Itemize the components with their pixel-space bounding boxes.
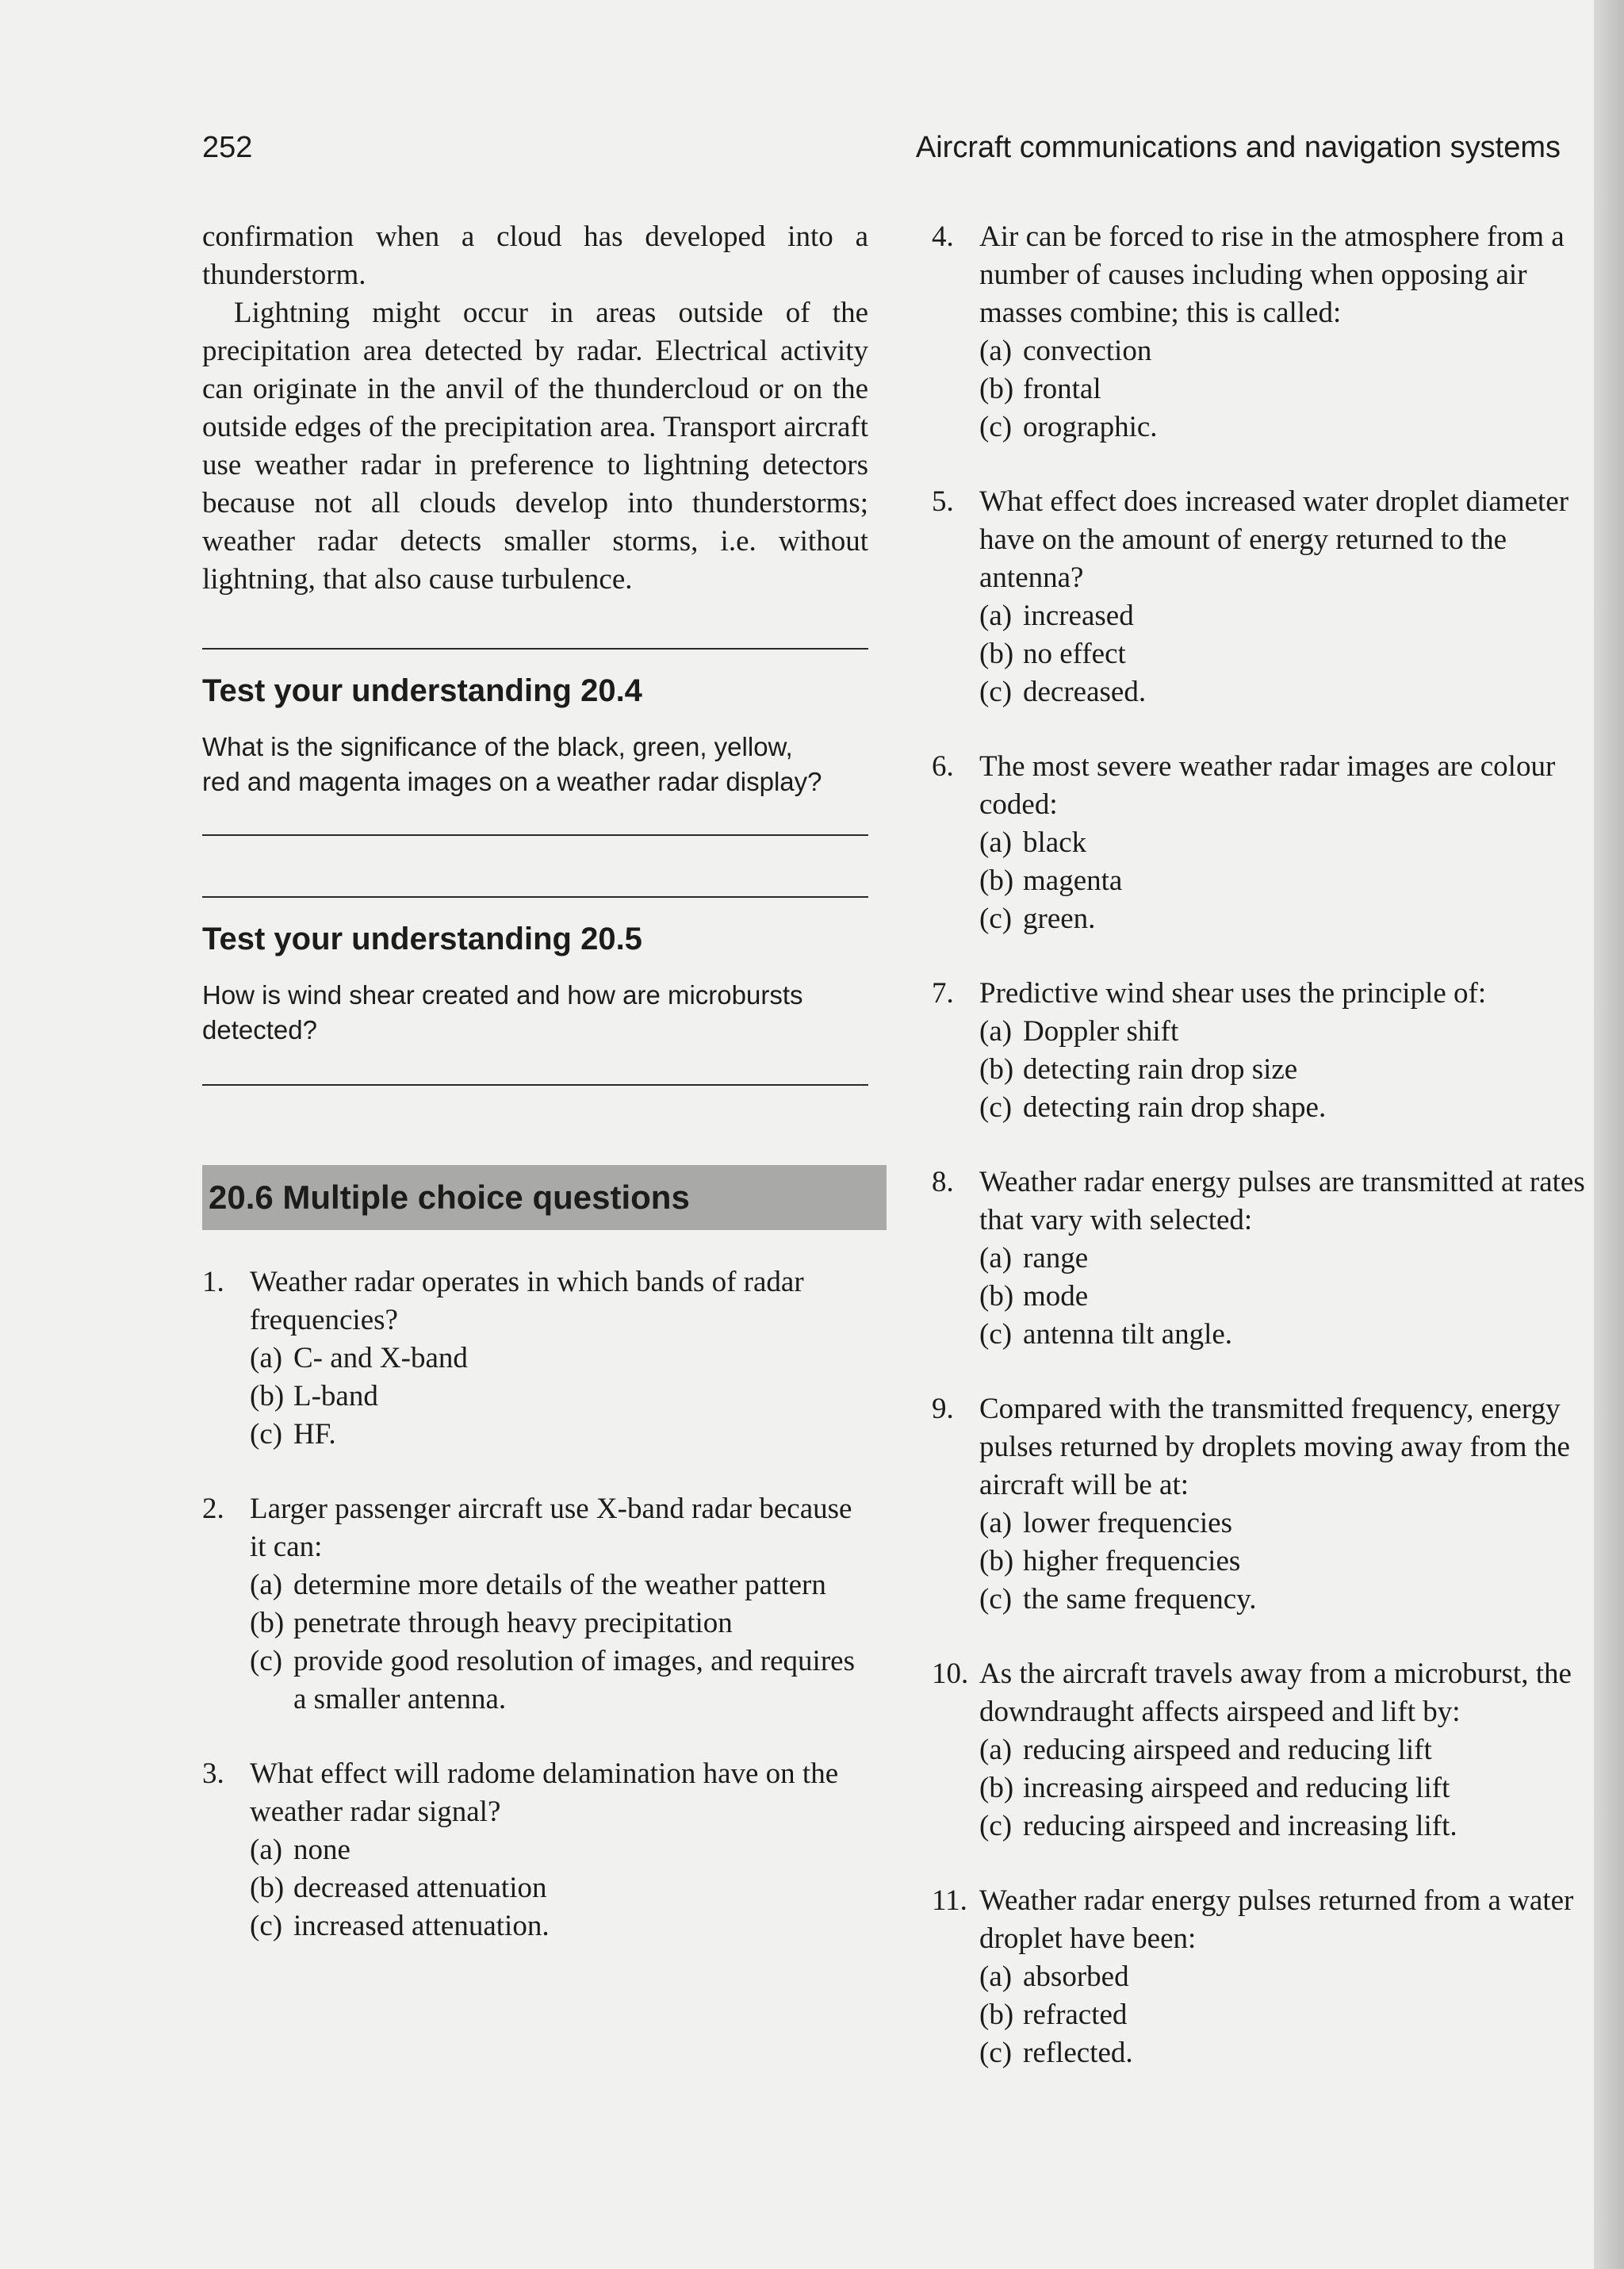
question-1 (202, 1263, 868, 1454)
option-letter: (c) (250, 1645, 283, 1677)
option-text: mode (1023, 1280, 1089, 1313)
option-letter: (c) (250, 1418, 283, 1451)
question-number: 5. (932, 485, 954, 518)
option-text: green. (1023, 903, 1096, 935)
option-text: convection (1023, 335, 1152, 367)
option-text: L-band (293, 1380, 378, 1412)
page-number: 252 (202, 131, 253, 164)
option-text: reflected. (1023, 2037, 1133, 2069)
question-7 (932, 975, 1598, 1127)
question-number: 3. (202, 1757, 224, 1790)
option-letter: (c) (979, 1318, 1013, 1351)
question-number: 2. (202, 1493, 224, 1525)
option-letter: (c) (979, 676, 1013, 708)
option-text: black (1023, 826, 1087, 859)
option-text: provide good resolution of images, and requires a smaller antenna. (293, 1645, 855, 1715)
tyu-20-5-title: Test your understanding 20.5 (202, 922, 642, 956)
intro-paragraph: confirmation when a cloud has developed into a thunderstorm. (202, 220, 868, 291)
option-text: frontal (1023, 373, 1101, 405)
option-letter: (a) (979, 1242, 1013, 1274)
divider (202, 896, 868, 898)
option-text: range (1023, 1242, 1089, 1274)
option-text: Doppler shift (1023, 1015, 1179, 1048)
option-letter: (a) (979, 1015, 1013, 1048)
option-text: reducing airspeed and reducing lift (1023, 1734, 1432, 1766)
option-text: magenta (1023, 864, 1123, 897)
divider (202, 1084, 868, 1086)
tyu-20-5-body: How is wind shear created and how are microbursts detected? (202, 980, 803, 1044)
question-text: Weather radar energy pulses are transmitted at rates that vary with selected: (979, 1166, 1585, 1236)
divider (202, 648, 868, 650)
question-8 (932, 1163, 1598, 1354)
option-letter: (b) (979, 1999, 1014, 2031)
lightning-paragraph: Lightning might occur in areas outside of the precipitation area detected by radar. Electrical activity can originate in the anvil of the thundercloud or on the outside edges of the precipitation area. Transport aircraft use weather radar in preference to lightning detectors because not all clouds develop into thunderstorms; weather radar detects smaller storms, i.e. without lightning, that also cause turbulence. (202, 297, 868, 596)
option-letter: (a) (979, 600, 1013, 632)
right-column (932, 218, 1598, 2072)
option-text: orographic. (1023, 411, 1158, 443)
page-edge-shadow (1594, 0, 1624, 2269)
option-text: decreased. (1023, 676, 1147, 708)
option-letter: (a) (250, 1569, 283, 1601)
option-letter: (b) (979, 1053, 1014, 1086)
tyu-20-4-title: Test your understanding 20.4 (202, 673, 642, 708)
question-text: Compared with the transmitted frequency, energy pulses returned by droplets moving away from the aircraft will be at: (979, 1393, 1570, 1501)
running-title: Aircraft communications and navigation systems (915, 131, 1561, 164)
question-text: The most severe weather radar images are colour coded: (979, 750, 1556, 821)
option-letter: (b) (250, 1380, 285, 1412)
option-letter: (c) (250, 1910, 283, 1942)
tyu-20-4-body: What is the significance of the black, green, yellow, red and magenta images on a weather radar display? (202, 732, 822, 796)
option-text: HF. (293, 1418, 336, 1451)
option-letter: (c) (979, 1091, 1013, 1124)
question-text: Weather radar operates in which bands of radar frequencies? (250, 1266, 804, 1336)
option-text: lower frequencies (1023, 1507, 1233, 1539)
option-text: increased (1023, 600, 1134, 632)
option-letter: (c) (979, 1810, 1013, 1842)
option-text: increasing airspeed and reducing lift (1023, 1772, 1450, 1804)
option-text: determine more details of the weather pattern (293, 1569, 826, 1601)
option-letter: (a) (979, 1507, 1013, 1539)
option-letter: (a) (979, 1960, 1013, 1993)
question-5 (932, 483, 1598, 711)
left-column (202, 218, 868, 1945)
option-letter: (a) (979, 826, 1013, 859)
option-text: decreased attenuation (293, 1872, 547, 1904)
question-number: 9. (932, 1393, 954, 1425)
option-text: none (293, 1834, 350, 1866)
option-text: penetrate through heavy precipitation (293, 1607, 733, 1639)
question-11 (932, 1882, 1598, 2072)
question-text: Predictive wind shear uses the principle of: (979, 977, 1487, 1010)
question-number: 1. (202, 1266, 224, 1298)
option-text: detecting rain drop size (1023, 1053, 1298, 1086)
option-text: C- and X-band (293, 1342, 468, 1374)
option-text: antenna tilt angle. (1023, 1318, 1233, 1351)
option-text: reducing airspeed and increasing lift. (1023, 1810, 1457, 1842)
option-letter: (c) (979, 2037, 1013, 2069)
option-letter: (a) (979, 1734, 1013, 1766)
tyu-20-5-box (202, 896, 868, 1086)
question-number: 8. (932, 1166, 954, 1198)
option-letter: (b) (250, 1872, 285, 1904)
question-2 (202, 1490, 868, 1719)
question-number: 11. (932, 1884, 967, 1917)
question-10 (932, 1655, 1598, 1845)
option-letter: (c) (979, 411, 1013, 443)
mcq-section-heading: 20.6 Multiple choice questions (202, 1165, 887, 1230)
option-letter: (b) (979, 864, 1014, 897)
question-6 (932, 748, 1598, 938)
option-letter: (a) (250, 1342, 283, 1374)
option-text: absorbed (1023, 1960, 1129, 1993)
question-number: 4. (932, 220, 954, 253)
questions-left (202, 1263, 868, 1945)
question-3 (202, 1755, 868, 1945)
tyu-20-4-box (202, 648, 868, 836)
option-letter: (b) (979, 638, 1014, 670)
option-letter: (b) (250, 1607, 285, 1639)
option-text: no effect (1023, 638, 1126, 670)
question-text: Air can be forced to rise in the atmosphere from a number of causes including when opposing air masses combine; this is called: (979, 220, 1565, 329)
question-text: As the aircraft travels away from a microburst, the downdraught affects airspeed and lift by: (979, 1658, 1572, 1728)
question-text: Larger passenger aircraft use X-band radar because it can: (250, 1493, 852, 1563)
option-text: refracted (1023, 1999, 1128, 2031)
question-number: 7. (932, 977, 954, 1010)
option-letter: (c) (979, 1583, 1013, 1616)
option-letter: (b) (979, 373, 1014, 405)
option-text: increased attenuation. (293, 1910, 550, 1942)
question-text: What effect does increased water droplet diameter have on the amount of energy returned to the antenna? (979, 485, 1569, 594)
option-text: the same frequency. (1023, 1583, 1257, 1616)
question-4 (932, 218, 1598, 447)
option-letter: (b) (979, 1545, 1014, 1577)
divider (202, 834, 868, 836)
option-letter: (a) (250, 1834, 283, 1866)
option-text: higher frequencies (1023, 1545, 1241, 1577)
option-letter: (b) (979, 1772, 1014, 1804)
option-text: detecting rain drop shape. (1023, 1091, 1327, 1124)
question-text: What effect will radome delamination have on the weather radar signal? (250, 1757, 839, 1828)
question-number: 10. (932, 1658, 969, 1690)
question-text: Weather radar energy pulses returned from a water droplet have been: (979, 1884, 1574, 1955)
option-letter: (c) (979, 903, 1013, 935)
option-letter: (a) (979, 335, 1013, 367)
option-letter: (b) (979, 1280, 1014, 1313)
question-9 (932, 1390, 1598, 1619)
question-number: 6. (932, 750, 954, 783)
